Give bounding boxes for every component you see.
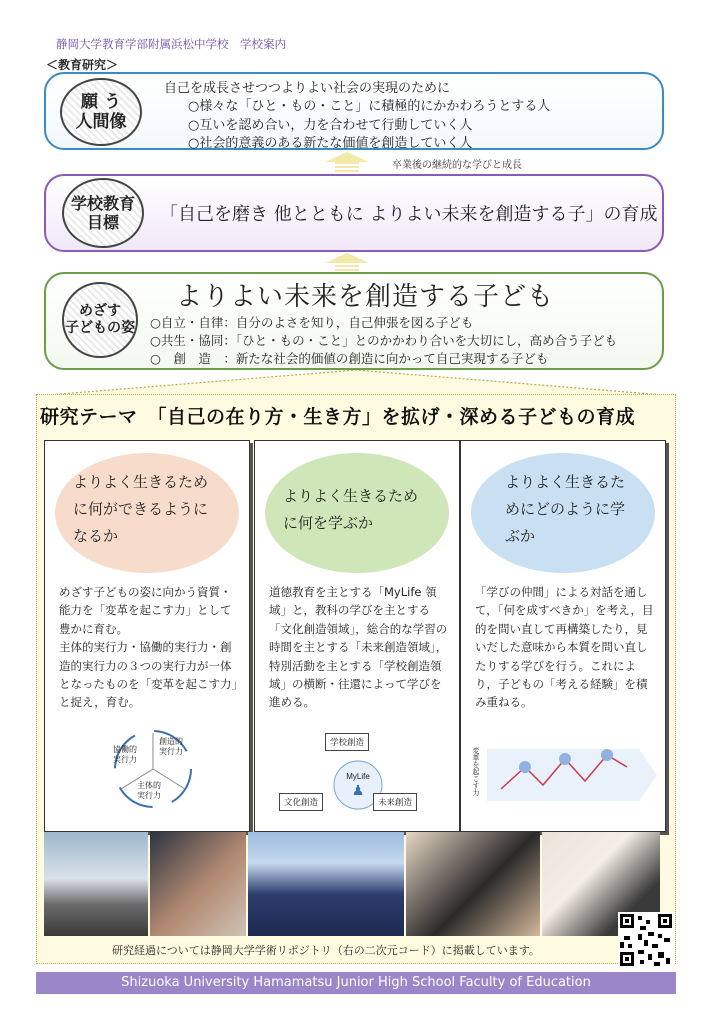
section-label: ＜教育研究＞ bbox=[46, 58, 119, 72]
research-peak bbox=[36, 370, 676, 396]
graph-side-label: 変革を起こす力 bbox=[472, 747, 480, 796]
goal-text: 「自己を磨き 他とともに よりよい未来を創造する子」の育成 bbox=[160, 204, 658, 225]
wish-text bbox=[164, 80, 550, 154]
aim-circle-label bbox=[62, 282, 138, 358]
qr-code-icon[interactable] bbox=[618, 912, 674, 968]
goal-circle-label bbox=[62, 178, 144, 248]
cycle-arrows-icon bbox=[107, 723, 199, 815]
growth-graph bbox=[467, 737, 659, 813]
photo-students-studying bbox=[150, 832, 246, 936]
arrow-up-icon bbox=[325, 152, 369, 162]
arrow-stem bbox=[335, 262, 359, 271]
research-card bbox=[254, 440, 460, 832]
arrow-note: 卒業後の継続的な学びと成長 bbox=[392, 160, 522, 171]
aim-item: ○共生・協同：「ひと・もの・こと」とのかかわり合いを大切にし，高め合う子ども bbox=[150, 332, 618, 348]
school-header: 静岡大学教育学部附属浜松中学校 学校案内 bbox=[56, 37, 286, 51]
cycle-node: 協働的 実行力 bbox=[113, 745, 137, 764]
mylife-center-label: MyLife bbox=[346, 772, 370, 781]
research-theme: 研究テーマ 「自己の在り方・生き方」を拡げ・深める子どもの育成 bbox=[40, 406, 636, 428]
aim-item: ○自立・自律：自分のよさを知り，自己伸張を図る子ども bbox=[150, 315, 474, 330]
arrow-stem bbox=[335, 162, 359, 172]
wish-intro: 自己を成長させつつよりよい社会の実現のために bbox=[164, 81, 451, 96]
aim-label-line1: めざす bbox=[79, 303, 121, 320]
aim-items bbox=[150, 314, 617, 367]
card-bubble: よりよく生きるためにどのように学ぶか bbox=[471, 453, 655, 573]
card-body: めざす子どもの姿に向かう資質・能力を「変革を起こす力」として豊かに育む。 主体的実行力・協働的実行力・創造的実行力の３つの実行力が一体となったものを「変革を起こす力」と捉え，育む。 bbox=[59, 585, 238, 710]
card-bubble: よりよく生きるために何を学ぶか bbox=[265, 453, 449, 573]
goal-label-line1: 学校教育 bbox=[70, 193, 135, 213]
aim-item: ○ 創 造 ：新たな社会的価値の創造に向かって自己実現する子ども bbox=[150, 350, 549, 366]
card-bubble: よりよく生きるために何ができるようになるか bbox=[55, 453, 239, 573]
research-card bbox=[460, 440, 666, 832]
aim-label-line2: 子どもの姿 bbox=[65, 320, 135, 336]
wish-label-line2: 人間像 bbox=[75, 112, 127, 132]
person-group-icon bbox=[601, 749, 613, 761]
wish-circle-label bbox=[60, 78, 142, 146]
photo-students-group bbox=[248, 832, 404, 936]
person-icon: ♟ bbox=[351, 783, 365, 799]
mylife-left-box: 文化創造 bbox=[279, 793, 323, 811]
footer-banner: Shizuoka University Hamamatsu Junior High School Faculty of Education bbox=[36, 972, 676, 994]
card-body: 「学びの仲間」による対話を通して，「何を成すべきか」を考え，目的を問い直して再構築したり，見いだした意味から本質を問い直したりする学びを行う。これにより，子どもの「考える経験」を積み重ねる。 bbox=[475, 585, 654, 710]
cycle-node: 主体的 実行力 bbox=[137, 781, 161, 800]
photo-castle bbox=[44, 832, 148, 936]
mylife-top-box: 学校創造 bbox=[325, 733, 369, 751]
repository-caption: 研究経過については静岡大学学術リポジトリ（右の二次元コード）に掲載しています。 bbox=[112, 944, 540, 957]
person-group-icon bbox=[559, 753, 571, 765]
wish-label-line1: 願 う bbox=[81, 91, 121, 112]
cycle-diagram bbox=[107, 723, 199, 815]
wish-item: ○互いを認め合い，力を合わせて行動していく人 bbox=[188, 117, 473, 133]
wish-item: ○社会的意義のある新たな価値を創造していく人 bbox=[188, 136, 473, 152]
aim-title: よりよい未来を創造する子ども bbox=[176, 282, 555, 312]
mylife-right-box: 未来創造 bbox=[373, 793, 417, 811]
goal-label-line2: 目標 bbox=[86, 213, 119, 232]
photo-students-discussion bbox=[406, 832, 540, 936]
person-group-icon bbox=[519, 761, 531, 773]
cycle-node: 創造的 実行力 bbox=[159, 737, 183, 756]
card-body: 道徳教育を主とする「MyLife 領域」と，教科の学びを主とする「文化創造領域」，総合的な学習の時間を主とする「未来創造領域」，特別活動を主とする「学校創造領域」の横断・往還によって学びを進める。 bbox=[269, 585, 448, 710]
wish-item: ○様々な「ひと・もの・こと」に積極的にかかわろうとする人 bbox=[188, 99, 551, 115]
research-card bbox=[44, 440, 250, 832]
